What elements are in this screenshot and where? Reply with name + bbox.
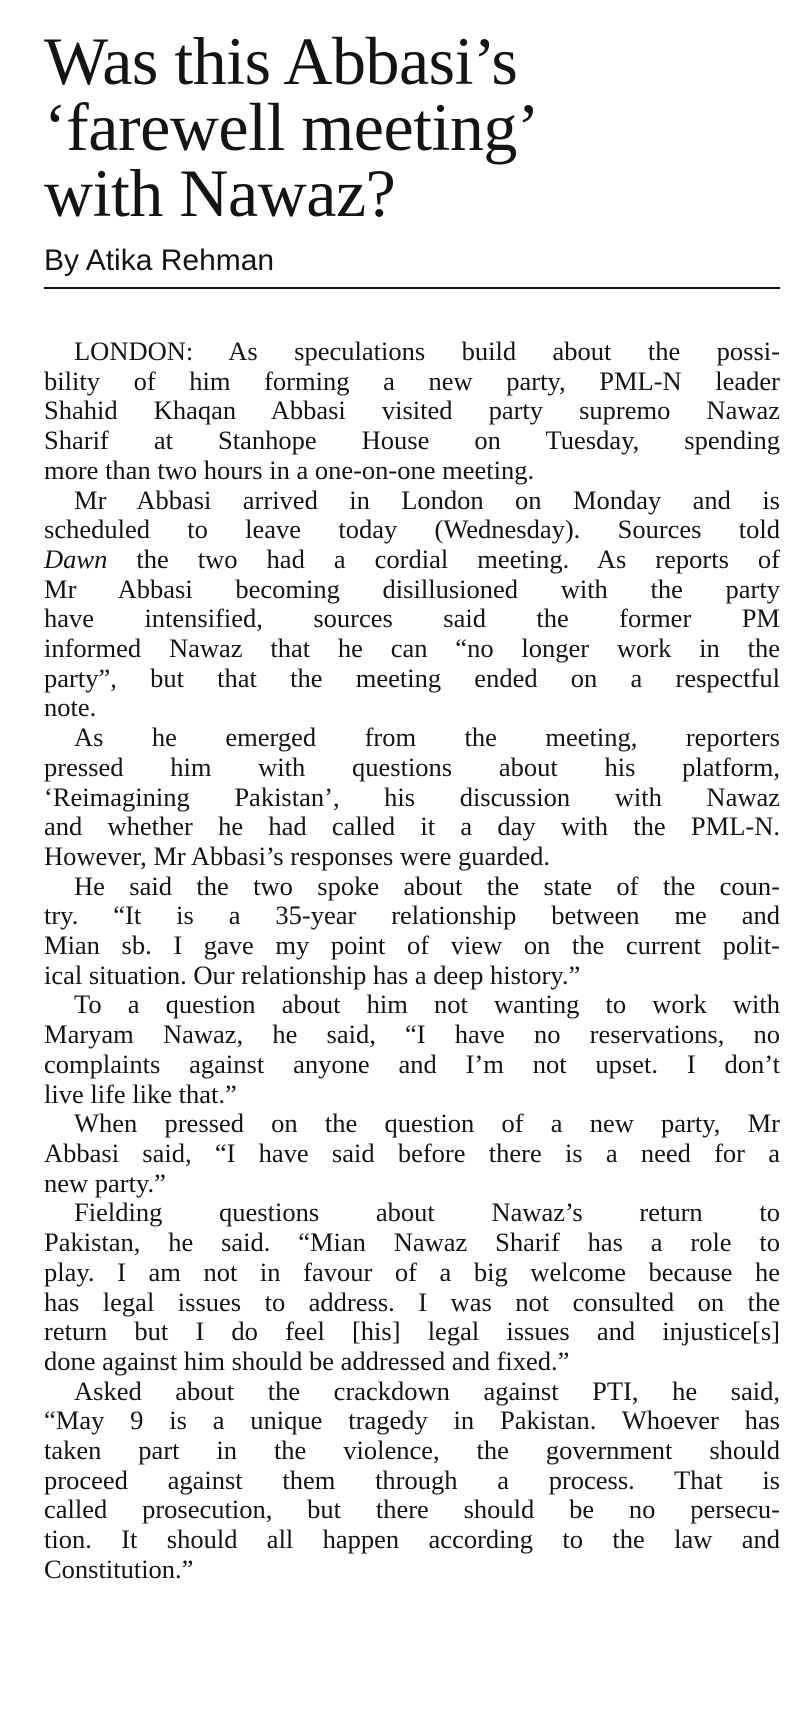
- paragraph-line: have intensified, sources said the former PM: [44, 603, 780, 634]
- article-body: [44, 337, 780, 1585]
- paragraph-line: “May 9 is a unique tragedy in Pakistan. Whoever has: [44, 1405, 780, 1436]
- headline-line: Was this Abbasi’s: [44, 23, 518, 99]
- paragraph-line: taken part in the violence, the government should: [44, 1435, 780, 1466]
- article-paragraph: [44, 872, 780, 991]
- article-paragraph: [44, 1109, 780, 1198]
- paragraph-line: Sharif at Stanhope House on Tuesday, spending: [44, 425, 780, 456]
- byline: By Atika Rehman: [44, 244, 275, 277]
- paragraph-line: called prosecution, but there should be no persecu-: [44, 1494, 780, 1525]
- paragraph-line: To a question about him not wanting to work with: [74, 989, 780, 1020]
- paragraph-line: tion. It should all happen according to the law and: [44, 1524, 780, 1555]
- paragraph-line: Shahid Khaqan Abbasi visited party supremo Nawaz: [44, 395, 780, 426]
- paragraph-line: done against him should be addressed and fixed.”: [44, 1345, 570, 1376]
- paragraph-line: return but I do feel [his] legal issues and injustice[s]: [44, 1316, 780, 1347]
- paragraph-line: Maryam Nawaz, he said, “I have no reservations, no: [44, 1019, 780, 1050]
- paragraph-line: When pressed on the question of a new party, Mr: [74, 1108, 780, 1139]
- paragraph-line: Pakistan, he said. “Mian Nawaz Sharif has a role to: [44, 1227, 780, 1258]
- paragraph-line: scheduled to leave today (Wednesday). Sources told: [44, 514, 780, 545]
- paragraph-line: ‘Reimagining Pakistan’, his discussion with Nawaz: [44, 781, 780, 812]
- paragraph-line: However, Mr Abbasi’s responses were guarded.: [44, 840, 550, 871]
- paragraph-line: Constitution.”: [44, 1553, 194, 1584]
- article-paragraph: [44, 1198, 780, 1376]
- article-paragraph: [44, 337, 780, 486]
- article: [44, 0, 780, 1585]
- paragraph-line: bility of him forming a new party, PML-N leader: [44, 365, 780, 396]
- paragraph-line: Mian sb. I gave my point of view on the current polit-: [44, 930, 780, 961]
- paragraph-line: LONDON: As speculations build about the possi-: [74, 336, 780, 366]
- paragraph-line: informed Nawaz that he can “no longer work in the: [44, 633, 780, 664]
- paragraph-line: has legal issues to address. I was not consulted on the: [44, 1286, 780, 1317]
- paragraph-line: proceed against them through a process. That is: [44, 1464, 780, 1495]
- paragraph-line: As he emerged from the meeting, reporters: [74, 722, 780, 753]
- paragraph-line: live life like that.”: [44, 1078, 237, 1109]
- article-paragraph: [44, 486, 780, 724]
- paragraph-line: Dawn the two had a cordial meeting. As reports of: [44, 543, 780, 574]
- paragraph-line: Asked about the crackdown against PTI, he said,: [74, 1375, 780, 1406]
- paragraph-line: He said the two spoke about the state of the coun-: [74, 870, 780, 901]
- article-paragraph: [44, 1377, 780, 1585]
- byline-divider: [44, 287, 780, 289]
- paragraph-line: pressed him with questions about his platform,: [44, 751, 780, 782]
- paragraph-line: party”, but that the meeting ended on a respectful: [44, 662, 780, 693]
- paragraph-line: try. “It is a 35-year relationship between me and: [44, 900, 780, 931]
- paragraph-line: Fielding questions about Nawaz’s return to: [74, 1197, 780, 1228]
- paragraph-line: note.: [44, 692, 97, 723]
- paragraph-line: Mr Abbasi arrived in London on Monday and is: [74, 484, 780, 515]
- paragraph-line: complaints against anyone and I’m not upset. I don’t: [44, 1048, 780, 1079]
- paragraph-line: ical situation. Our relationship has a deep history.”: [44, 959, 581, 990]
- headline-line: ‘farewell meeting’: [44, 89, 540, 165]
- paragraph-line: Abbasi said, “I have said before there is a need for a: [44, 1137, 780, 1168]
- headline: [44, 0, 780, 231]
- paragraph-line: more than two hours in a one-on-one meeting.: [44, 454, 535, 485]
- article-paragraph: [44, 723, 780, 872]
- headline-line: with Nawaz?: [44, 155, 396, 231]
- paragraph-line: new party.”: [44, 1167, 166, 1198]
- paragraph-line: Mr Abbasi becoming disillusioned with the party: [44, 573, 780, 604]
- article-paragraph: [44, 990, 780, 1109]
- paragraph-line: play. I am not in favour of a big welcome because he: [44, 1256, 780, 1287]
- paragraph-line: and whether he had called it a day with the PML-N.: [44, 811, 780, 842]
